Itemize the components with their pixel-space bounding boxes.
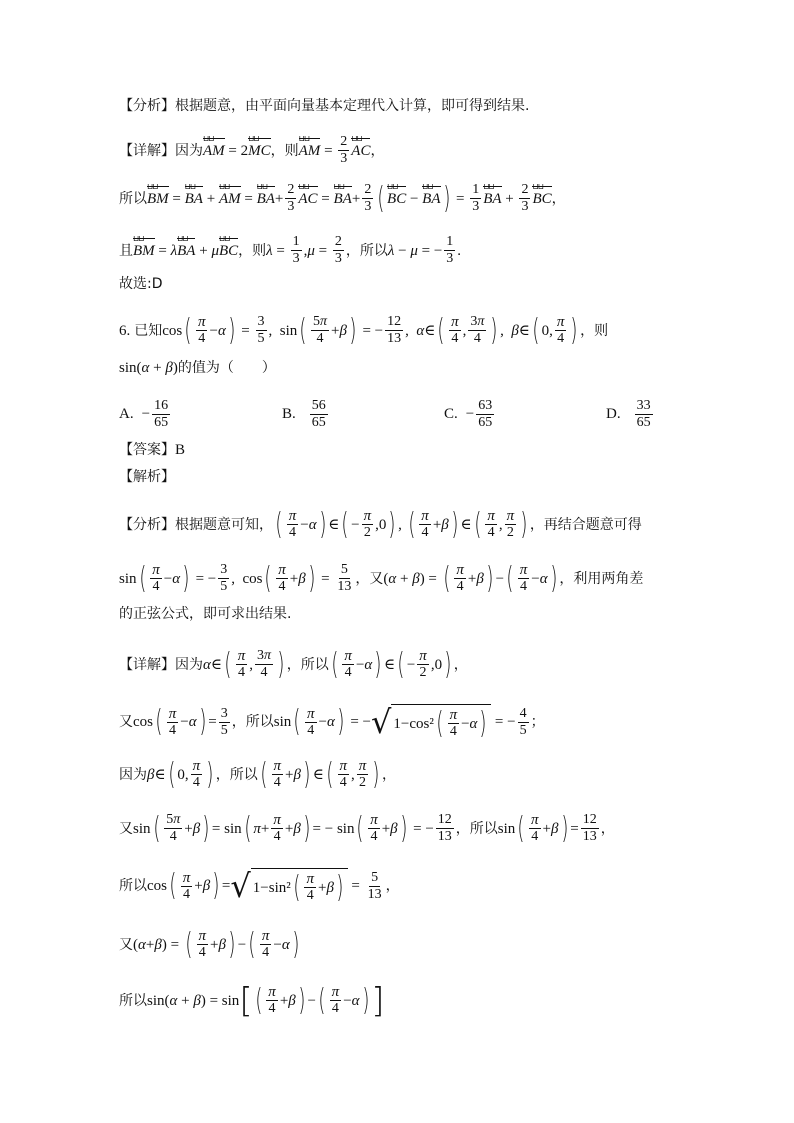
choice-line [119, 274, 163, 294]
answer-label: 【答案】 [119, 442, 175, 458]
analysis-2-line-3: 的正弦公式，即可求出结果. [119, 606, 292, 622]
analysis-2-line-2: sin ( $\frac{\pi}{4}$ − α ) = − $\frac{3}{5}$ , cos ( $\frac{\pi}{4}$ + β ) = $\frac{5}{13}$ ，又 ( α + β ) = ( $\frac{\pi}{4}$ + β ) − ( $\frac{\pi}{4}$ − α ) ，利用两角差 [119, 560, 644, 596]
option-a[interactable]: A. − $\frac{16}{65}$ [119, 398, 169, 430]
detail-2-line-3: 因为 β ∈ ( 0, $\frac{\pi}{4}$ ) ，所以 ( $\frac{\pi}{4}$ + β ) ∈ ( $\frac{\pi}{4}$ , $\frac{\pi}{2}$ ) ， [119, 756, 397, 792]
analysis-label: 【分析】 [119, 98, 175, 114]
detail-label: 【详解】 [119, 142, 175, 159]
option-b[interactable]: B. $\frac{56}{65}$ [282, 398, 326, 430]
explanation-heading: 【解析】 [119, 469, 175, 485]
question-number: 6. [119, 322, 131, 339]
analysis-line-1 [119, 96, 529, 116]
detail-2-line-1: 【详解】 因为 α ∈ ( $\frac{\pi}{4}$ , $\frac{3\pi}{4}$ ) ，所以 ( $\frac{\pi}{4}$ − α ) ∈ ( − $\frac{\pi}{2}$ ,0 ) ， [119, 646, 468, 682]
detail-2-line-7: 所以 sin ( α + β ) = sin [ ( $\frac{\pi}{4}$ + β ) − ( $\frac{\pi}{4}$ − α ) ] [119, 980, 385, 1021]
analysis-2-line-1: 【分析】 根据题意可知， ( $\frac{\pi}{4}$ − α ) ∈ ( − $\frac{\pi}{2}$ ,0 ) , ( $\frac{\pi}{4}$ + β ) ∈ ( $\frac{\pi}{4}$ , $\frac{\pi}{2}$ ) ，再结合题意可得 [119, 506, 642, 542]
detail-2-line-6: 又 ( α + β ) = ( $\frac{\pi}{4}$ + β ) − ( $\frac{\pi}{4}$ − α ) [119, 926, 300, 962]
detail-2-line-5: 所以 cos ( $\frac{\pi}{4}$ + β ) = √ 1−sin² ( $\frac{\pi}{4}$ + β ) = $\frac{5}{13}$ ， [119, 867, 400, 905]
answer-value: B [175, 442, 186, 458]
choice-text: 故选:D [119, 276, 163, 292]
analysis-text: 根据题意，由平面向量基本定理代入计算，即可得到结果. [175, 98, 530, 114]
answer-line [119, 440, 185, 460]
option-c[interactable]: C. − $\frac{63}{65}$ [444, 398, 493, 430]
option-d[interactable]: D. $\frac{33}{65}$ [606, 398, 651, 430]
detail-2-line-4: 又 sin ( $\frac{5\pi}{4}$ + β ) = sin ( π + $\frac{\pi}{4}$ + β ) = − sin ( $\frac{\pi}{4}$ + β ) = − $\frac{12}{13}$ ，所以 sin ( $\frac{\pi}{4}$ + β ) = $\frac{12}{13}$ ， [119, 810, 615, 846]
detail-line-3: 且 BM ⊔⊔ = λ BA ⊔⊔ + μ BC ⊔⊔ ，则 λ = $\frac{1}{3}$ , μ = $\frac{2}{3}$ ，所以 λ − μ = − $\frac{1}{3}$ . [119, 234, 461, 267]
question-6-line-2: sin ( α + β ) 的值为（ ） [119, 360, 276, 376]
detail-line-1: 【详解】 因为 AM ⊔⊔ = 2 MC ⊔⊔ ，则 AM ⊔⊔ = $\frac{2}{3}$ AC ⊔⊔ ， [119, 134, 384, 167]
question-6-line-1: 6. 已知 cos ( $\frac{\pi}{4}$ − α ) = $\frac{3}{5}$ , sin ( $\frac{5\pi}{4}$ + β ) = − $\frac{12}{13}$ , α ∈ ( $\frac{\pi}{4}$ , $\frac{3\pi}{4}$ ) , β ∈ ( 0, $\frac{\pi}{4}$ ) ，则 [119, 312, 609, 348]
detail-line-2: 所以 BM ⊔⊔ = BA ⊔⊔ + AM ⊔⊔ = BA ⊔⊔ + $\frac{2}{3}$ AC ⊔⊔ = BA ⊔⊔ + $\frac{2}{3}$ ( BC ⊔⊔ − BA ⊔⊔ ) = $\frac{1}{3}$ BA ⊔⊔ + $\frac{2}{3}$ BC ⊔⊔ ， [119, 182, 566, 215]
detail-2-line-2: 又 cos ( $\frac{\pi}{4}$ − α ) = $\frac{3}{5}$ ，所以 sin ( $\frac{\pi}{4}$ − α ) = − √ 1−cos² ( $\frac{\pi}{4}$ − α ) = − $\frac{4}{5}$ ； [119, 703, 545, 741]
